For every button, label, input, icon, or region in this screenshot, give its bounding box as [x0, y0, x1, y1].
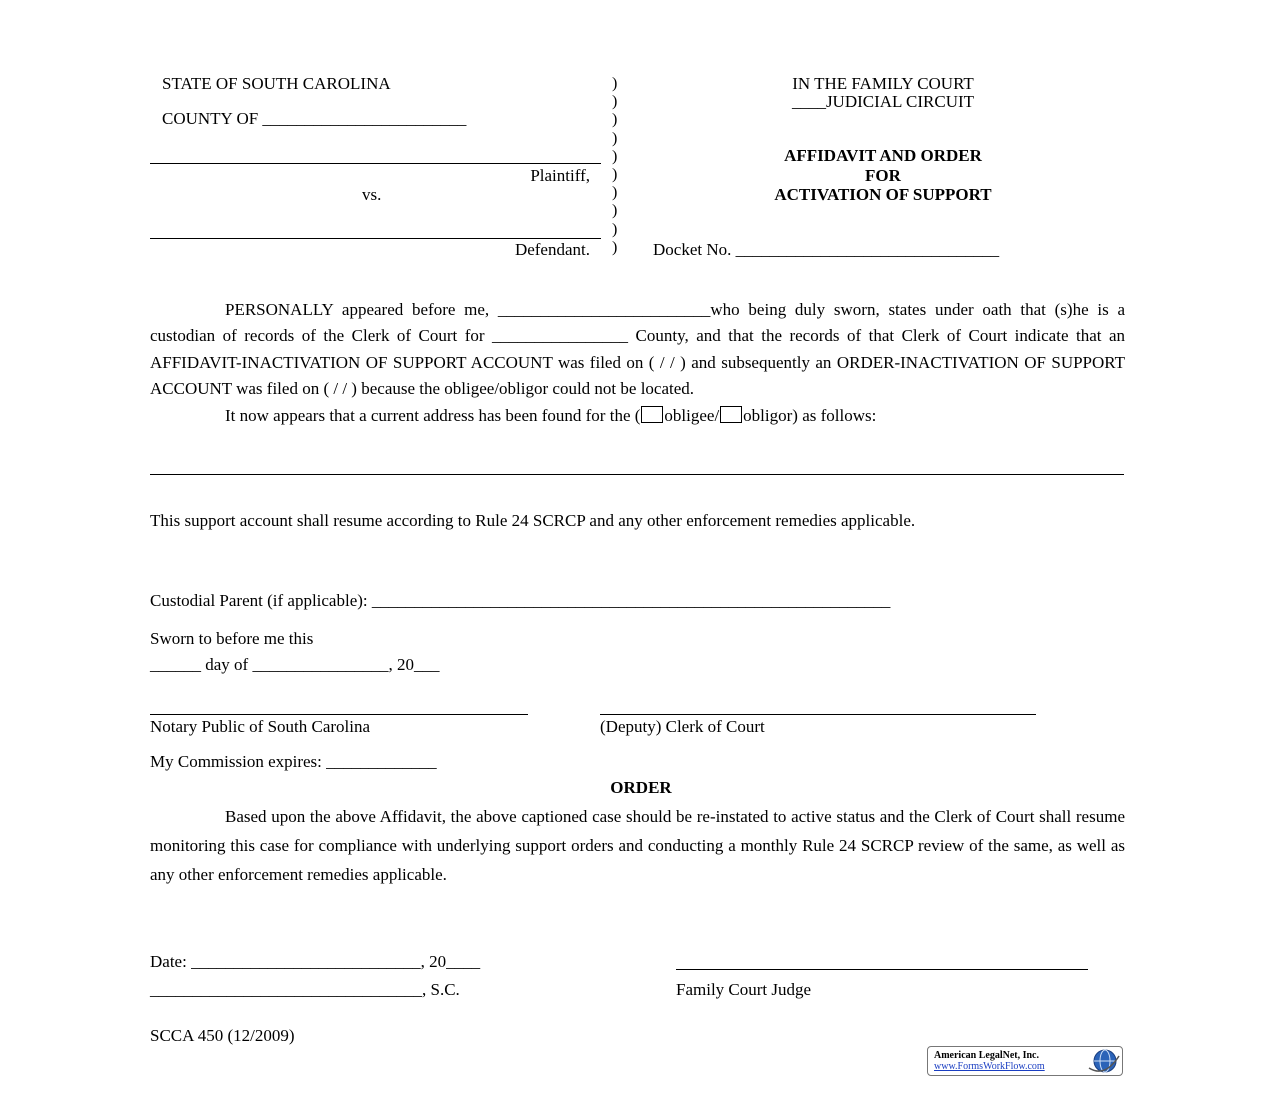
resume-paragraph	[150, 508, 1125, 534]
sworn-text: Sworn to before me this	[150, 629, 314, 648]
publisher-link[interactable]: www.FormsWorkFlow.com	[934, 1061, 1045, 1072]
state-name: STATE OF SOUTH CAROLINA	[162, 74, 391, 93]
commission-expires-field[interactable]: My Commission expires: _____________	[150, 752, 437, 771]
globe-icon	[1086, 1048, 1120, 1074]
sworn-date-field[interactable]: ______ day of ________________, 20___	[150, 655, 440, 674]
publisher-logo[interactable]	[927, 1046, 1123, 1076]
caption-divider: ) ) ) ) ) ) ) ) ) )	[612, 75, 618, 256]
plaintiff-label: Plaintiff,	[530, 166, 590, 185]
address-found-paragraph	[150, 403, 1125, 429]
form-title-line2: FOR	[865, 166, 901, 185]
clerk-signature-line[interactable]	[600, 714, 1036, 715]
affidavit-body	[150, 297, 1125, 429]
form-title-line1: AFFIDAVIT AND ORDER	[784, 146, 982, 165]
address-line[interactable]	[150, 474, 1124, 475]
publisher-name: American LegalNet, Inc.	[934, 1050, 1039, 1061]
docket-number-field[interactable]: Docket No. _______________________________	[653, 240, 1000, 259]
obligor-label: obligor) as follows:	[743, 405, 877, 425]
obligee-checkbox[interactable]	[641, 406, 663, 423]
order-body	[150, 802, 1125, 889]
affidavit-paragraph[interactable]: PERSONALLY appeared before me, _________________________who being duly sworn, states under oath that (s)he is a custodian of records of the Clerk of Court for ________________ County, and that the records of that Clerk of Court indicate that an AFFIDAVIT-INACTIVATION OF SUPPORT ACCOUNT was filed on ( / / ) and subsequently an ORDER-INACTIVATION OF SUPPORT ACCOUNT was filed on ( / / ) because the obligee/obligor could not be located.	[150, 300, 1125, 399]
defendant-name-line[interactable]	[150, 238, 601, 239]
order-date-field[interactable]: Date: ___________________________, 20____	[150, 952, 481, 971]
defendant-label: Defendant.	[514, 240, 590, 259]
versus-label: vs.	[362, 185, 382, 204]
notary-signature-line[interactable]	[150, 714, 528, 715]
resume-text: This support account shall resume according to Rule 24 SCRCP and any other enforcement remedies applicable.	[150, 511, 916, 530]
form-number: SCCA 450 (12/2009)	[150, 1026, 295, 1045]
obligor-checkbox[interactable]	[720, 406, 742, 423]
address-found-text: It now appears that a current address has been found for the (	[225, 405, 641, 425]
form-title-line3: ACTIVATION OF SUPPORT	[774, 185, 992, 204]
order-text: Based upon the above Affidavit, the above captioned case should be re-instated to active status and the Clerk of Court shall resume monitoring this case for compliance with underlying support orders and conducting a monthly Rule 24 SCRCP review of the same, as well as any other enforcement remedies applicable.	[150, 807, 1125, 884]
county-field[interactable]: COUNTY OF ________________________	[162, 109, 467, 128]
plaintiff-name-line[interactable]	[150, 163, 601, 164]
court-name: IN THE FAMILY COURT	[792, 74, 974, 93]
order-heading: ORDER	[610, 778, 672, 797]
county-sc-field[interactable]: ________________________________, S.C.	[150, 980, 460, 999]
judge-signature-line[interactable]	[676, 969, 1088, 970]
notary-label: Notary Public of South Carolina	[150, 717, 371, 736]
judicial-circuit-field[interactable]: ____JUDICIAL CIRCUIT	[791, 92, 975, 111]
clerk-label: (Deputy) Clerk of Court	[600, 717, 765, 736]
obligee-label: obligee/	[664, 405, 720, 425]
custodial-parent-field[interactable]: Custodial Parent (if applicable): _____________________________________________________________	[150, 591, 891, 610]
judge-label: Family Court Judge	[676, 980, 812, 999]
